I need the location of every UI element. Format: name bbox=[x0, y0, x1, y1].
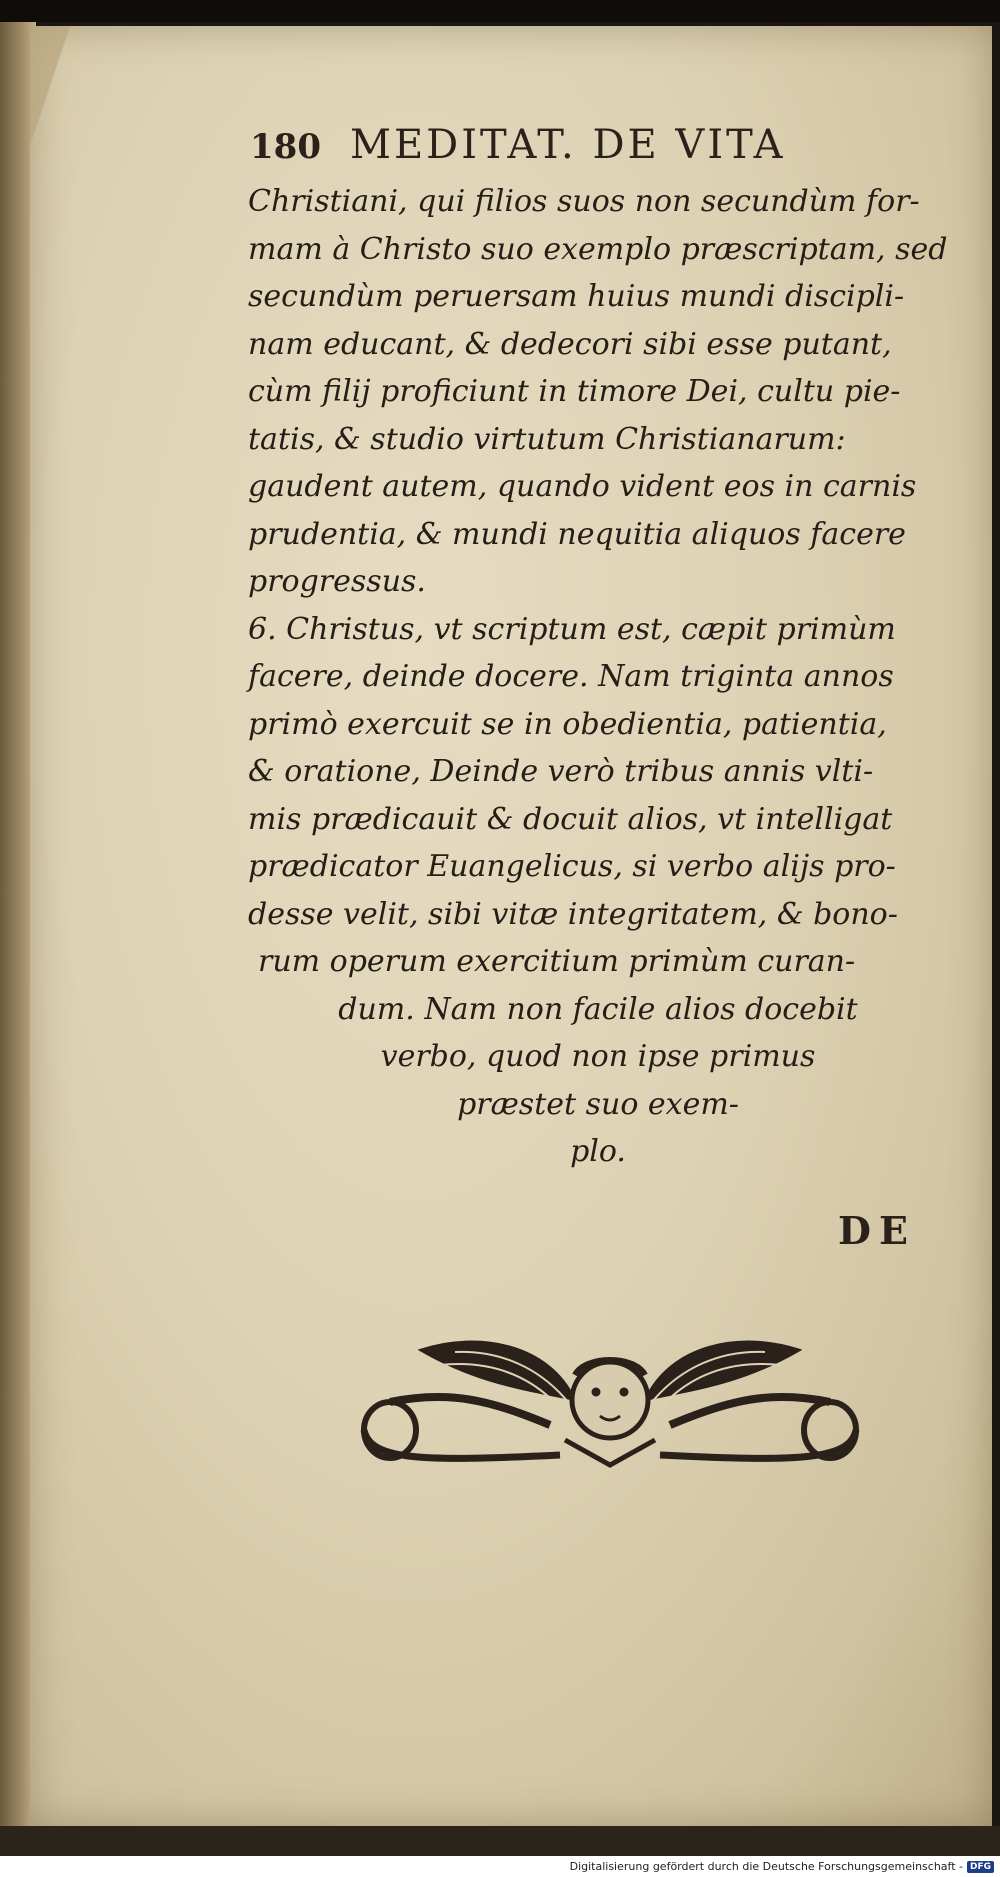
text-line: primò exercuit se in obedientia, patientia, bbox=[248, 706, 887, 742]
text-line: progressus. bbox=[248, 564, 426, 599]
text-line: desse velit, sibi vitæ integritatem, & bono- bbox=[248, 896, 898, 932]
text-line: tatis, & studio virtutum Christianarum: bbox=[248, 421, 846, 457]
text-line: Christiani, qui filios suos non secundùm for- bbox=[248, 184, 920, 219]
footer-credit: Digitalisierung gefördert durch die Deutsche Forschungsgemeinschaft - bbox=[569, 1860, 963, 1873]
text-line: gaudent autem, quando vident eos in carnis bbox=[248, 469, 917, 504]
text-line: prudentia, & mundi nequitia aliquos facere bbox=[248, 516, 906, 552]
paragraph-start-line: 6. Christus, vt scriptum est, cæpit primùm bbox=[248, 611, 896, 647]
text-line: facere, deinde docere. Nam triginta annos bbox=[248, 659, 894, 694]
text-line: mis prædicauit & docuit alios, vt intelligat bbox=[248, 801, 893, 837]
page-header bbox=[250, 122, 910, 168]
text-line: mam à Christo suo exemplo præscriptam, sed bbox=[248, 231, 948, 267]
running-head: MEDITAT. DE VITA bbox=[350, 122, 786, 168]
tapered-text-line: plo. bbox=[570, 1134, 626, 1169]
tapered-text-line: dum. Nam non facile alios docebit bbox=[338, 991, 858, 1027]
text-line: secundùm peruersam huius mundi discipli- bbox=[248, 279, 905, 314]
text-line: & oratione, Deinde verò tribus annis vlti- bbox=[248, 754, 874, 789]
tapered-text-line: præstet suo exem- bbox=[457, 1086, 739, 1122]
text-line: cùm filij proficiunt in timore Dei, cultu pie- bbox=[248, 374, 901, 409]
text-line: rum operum exercitium primùm curan- bbox=[258, 944, 856, 979]
tapered-text-line: verbo, quod non ipse primus bbox=[380, 1039, 816, 1074]
scan-top-edge bbox=[0, 0, 1000, 22]
scan-bottom-edge bbox=[0, 1826, 1000, 1856]
digitization-footer bbox=[0, 1856, 1000, 1877]
text-line: prædicator Euangelicus, si verbo alijs pro- bbox=[248, 849, 896, 884]
text-line: nam educant, & dedecori sibi esse putant, bbox=[248, 326, 892, 362]
dfg-logo: DFG bbox=[967, 1861, 994, 1873]
body-text bbox=[248, 178, 948, 1176]
catchword: DE bbox=[838, 1208, 916, 1253]
page-corner-fold bbox=[30, 26, 70, 146]
cherub-ornament-icon bbox=[360, 1330, 860, 1475]
page-number: 180 bbox=[250, 127, 321, 167]
